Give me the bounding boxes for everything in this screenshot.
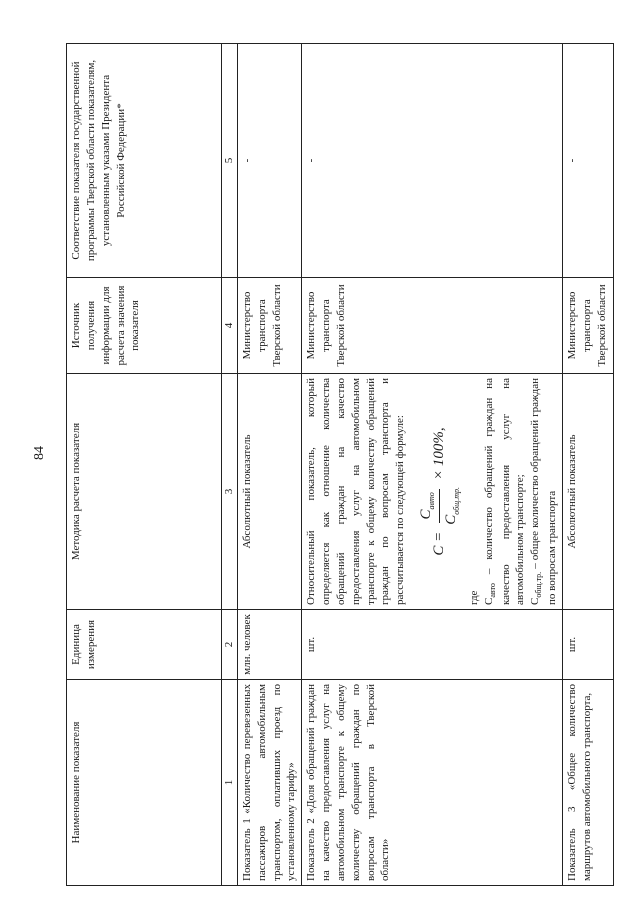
header-indicator-name: Наименование показателя — [67, 680, 222, 886]
column-number: 3 — [222, 374, 238, 610]
formula-legend-item: $C_{авто}$ – количество обращений граждан на качество предоставления услуг на автомобильном транспорте; — [482, 378, 527, 605]
indicator-method: Относительный показатель, который определяется как отношение количества обращений граждан на качество предоставления услуг на автомобильном транспорте к общему количеству обращений граждан по вопросам транспорта и рассчитывается по следующей формуле: — [305, 378, 407, 605]
header-unit: Единица измерения — [67, 610, 222, 680]
indicator-name: Показатель 2 «Доля обращений граждан на качество предоставления услуг на автомобильном транспорте к общему количеству обращений граждан по вопросам транспорта в Тверской области» — [302, 680, 563, 886]
indicator-method-cell — [302, 374, 563, 610]
formula-tail: × 100%, — [431, 427, 448, 480]
rotated-page-content — [66, 44, 620, 886]
formula-fraction — [416, 484, 463, 528]
indicator-method: Абсолютный показатель — [237, 374, 301, 610]
page-number: 84 — [32, 446, 47, 460]
header-decree-match: Соответствие показателя государственной программы Тверской области показателям, установленным указами Президента Российской Федерации* — [67, 44, 222, 278]
indicator-unit: шт. — [563, 610, 614, 680]
indicator-source: Министерство транспорта Тверской области — [302, 278, 563, 374]
column-number: 4 — [222, 278, 238, 374]
header-source: Источник получения информации для расчета значения показателя — [67, 278, 222, 374]
column-number: 2 — [222, 610, 238, 680]
column-number: 5 — [222, 44, 238, 278]
formula-numerator: $C_{авто}$ — [416, 489, 440, 522]
table-row — [237, 44, 301, 886]
indicator-unit: млн. человек — [237, 610, 301, 680]
formula-where: где — [467, 590, 480, 605]
column-number-row — [222, 44, 238, 886]
indicator-name: Показатель 3 «Общее количество маршрутов автомобильного транспорта, — [563, 680, 614, 886]
column-number: 1 — [222, 680, 238, 886]
indicators-table — [66, 43, 614, 886]
formula-denominator: $C_{общ.тр.}$ — [442, 487, 461, 525]
calculation-formula — [416, 378, 463, 605]
indicator-decree-match: - — [563, 44, 614, 278]
table-header-row — [67, 44, 222, 886]
table-row — [302, 44, 563, 886]
formula-legend-item: $C_{общ.тр.}$ – общее количество обращений граждан по вопросам транспорта — [529, 378, 559, 605]
indicator-name: Показатель 1 «Количество перевезенных пассажиров автомобильным транспортом, оплативших проезд по установленному тарифу» — [237, 680, 301, 886]
header-method: Методика расчета показателя — [67, 374, 222, 610]
table-row — [563, 44, 614, 886]
indicator-source: Министерство транспорта Тверской области — [237, 278, 301, 374]
formula-lhs: C = — [431, 531, 448, 556]
indicator-method: Абсолютный показатель — [563, 374, 614, 610]
indicator-decree-match: - — [237, 44, 301, 278]
indicator-unit: шт. — [302, 610, 563, 680]
indicator-source: Министерство транспорта Тверской области — [563, 278, 614, 374]
indicator-decree-match: - — [302, 44, 563, 278]
